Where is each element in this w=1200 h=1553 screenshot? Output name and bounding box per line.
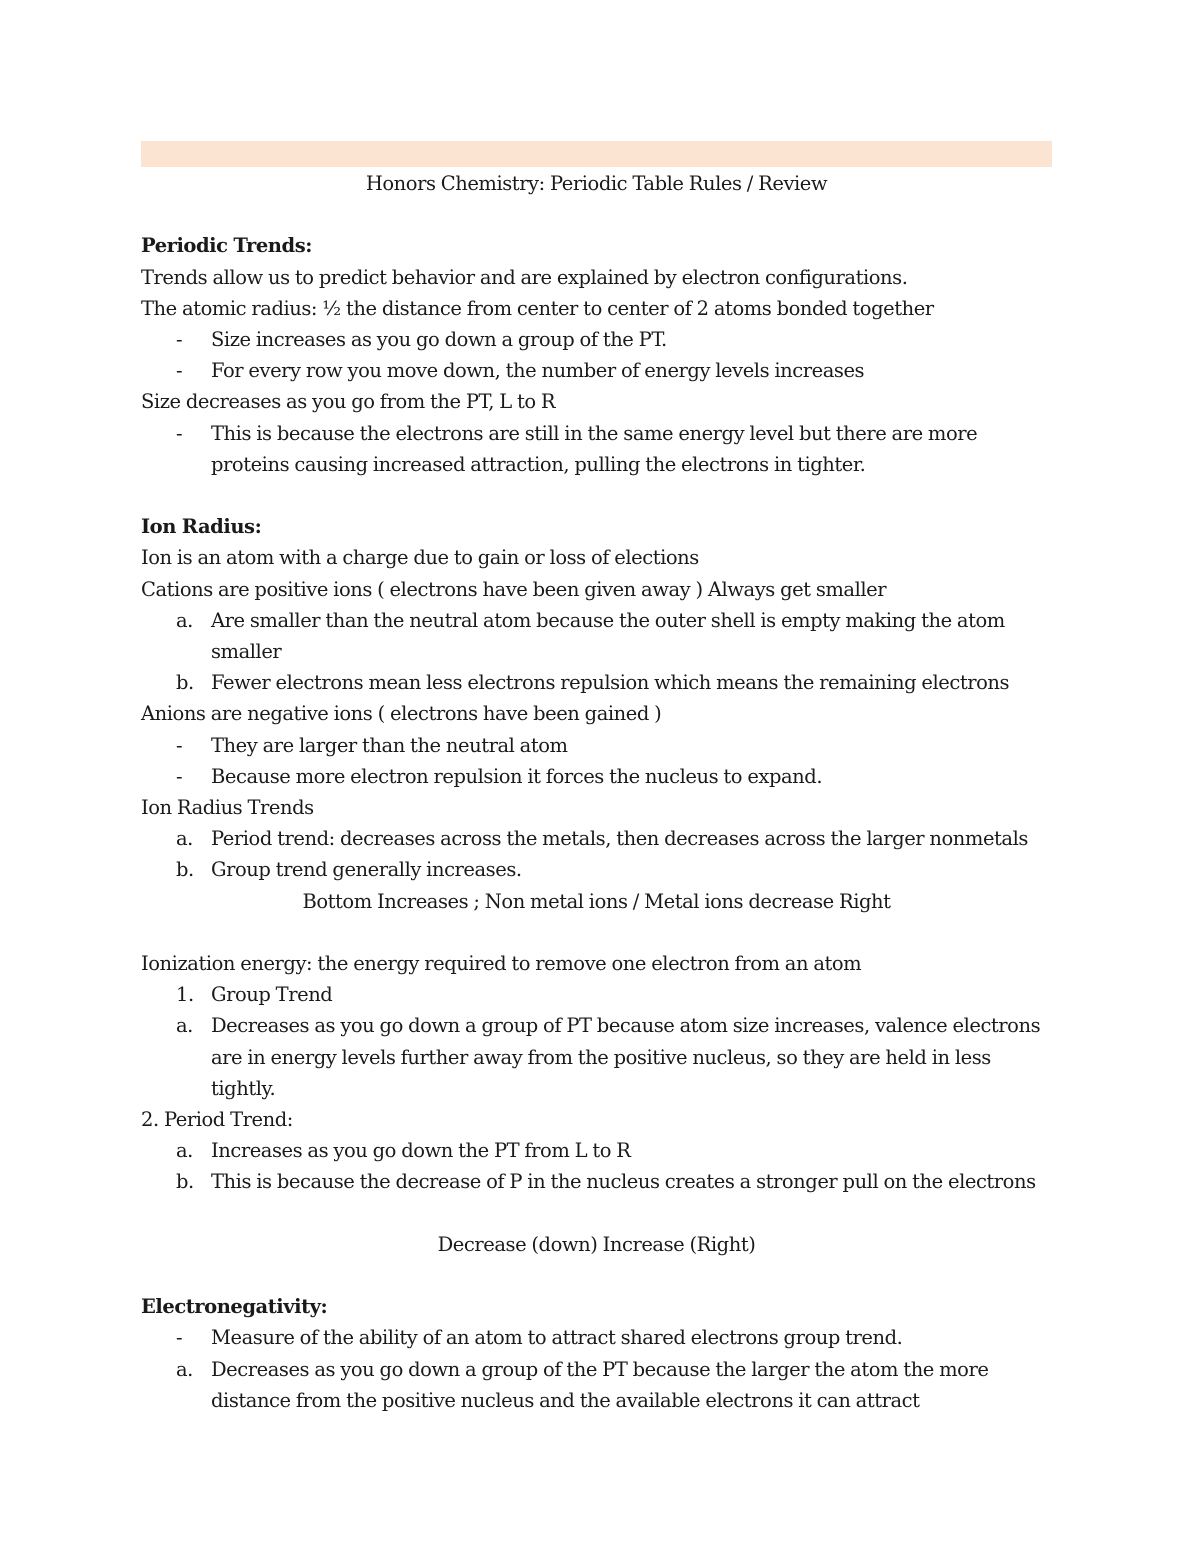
paragraph-cations: Cations are positive ions ( electrons have been given away ) Always get smaller bbox=[141, 577, 887, 601]
list-item bbox=[141, 761, 1052, 792]
list-item-text: For every row you move down, the number of energy levels increases bbox=[211, 359, 865, 383]
list-item bbox=[141, 667, 1052, 698]
document-title: Honors Chemistry: Periodic Table Rules / Review bbox=[365, 172, 828, 195]
list-item bbox=[141, 1166, 1052, 1197]
list-marker: - bbox=[176, 359, 183, 383]
list-item-text: Decreases as you go down a group of PT because atom size increases, valence electrons are in energy levels further away from the positive nucleus, so they are held in less tightly. bbox=[211, 1014, 1041, 1100]
list-marker: - bbox=[176, 421, 183, 445]
list-marker: - bbox=[176, 328, 183, 351]
list-item bbox=[141, 979, 1052, 1010]
ionization-summary: Decrease (down) Increase (Right) bbox=[437, 1232, 756, 1256]
header-highlight-band bbox=[141, 141, 1052, 167]
list-item bbox=[141, 823, 1052, 854]
list-item-text: Measure of the ability of an atom to attract shared electrons group trend. bbox=[211, 1326, 903, 1350]
list-item bbox=[141, 355, 1052, 386]
list-item-text: Period trend: decreases across the metals, then decreases across the larger nonmetals bbox=[211, 827, 1028, 851]
list-item-text: This is because the decrease of P in the nucleus creates a stronger pull on the electrons bbox=[211, 1170, 1036, 1194]
list-marker: a. bbox=[176, 1014, 193, 1038]
list-marker: a. bbox=[176, 827, 193, 851]
list-marker: a. bbox=[176, 608, 193, 632]
list-item-text: Group Trend bbox=[211, 983, 333, 1007]
spacer bbox=[141, 917, 1052, 948]
list-item bbox=[141, 1354, 1052, 1416]
list-marker: b. bbox=[176, 1170, 194, 1194]
list-item bbox=[141, 324, 1052, 355]
list-item-text: They are larger than the neutral atom bbox=[211, 733, 568, 757]
list-item-text: Decreases as you go down a group of the PT because the larger the atom the more distance from the positive nucleus and the available electrons it can attract bbox=[211, 1357, 989, 1412]
list-item bbox=[141, 730, 1052, 761]
list-item-text: Because more electron repulsion it forces the nucleus to expand. bbox=[211, 764, 823, 788]
paragraph-ion-definition: Ion is an atom with a charge due to gain or loss of elections bbox=[141, 546, 699, 570]
list-item bbox=[141, 1010, 1052, 1104]
section-heading-periodic-trends: Periodic Trends: bbox=[141, 234, 312, 258]
paragraph-ion-radius-trends: Ion Radius Trends bbox=[141, 796, 314, 820]
paragraph-atomic-radius: The atomic radius: ½ the distance from center to center of 2 atoms bonded together bbox=[141, 296, 934, 320]
paragraph-trends-intro: Trends allow us to predict behavior and are explained by electron configurations. bbox=[141, 265, 908, 289]
paragraph-size-decreases: Size decreases as you go from the PT, L to R bbox=[141, 390, 556, 414]
list-marker: b. bbox=[176, 858, 194, 882]
spacer bbox=[141, 480, 1052, 511]
list-item bbox=[141, 418, 1052, 480]
spacer bbox=[141, 199, 1052, 230]
list-marker: - bbox=[176, 733, 183, 757]
list-marker: 1. bbox=[176, 983, 194, 1007]
list-item bbox=[141, 1322, 1052, 1353]
list-marker: a. bbox=[176, 1139, 193, 1163]
list-item-text: This is because the electrons are still in the same energy level but there are more proteins causing increased attraction, pulling the electrons in tighter. bbox=[211, 421, 978, 476]
list-item-text: Group trend generally increases. bbox=[211, 858, 522, 882]
list-item-text: Fewer electrons mean less electrons repulsion which means the remaining electrons bbox=[211, 671, 1010, 695]
list-item-text: Increases as you go down the PT from L to R bbox=[211, 1139, 631, 1163]
ion-radius-summary: Bottom Increases ; Non metal ions / Metal ions decrease Right bbox=[302, 889, 891, 913]
section-heading-ion-radius: Ion Radius: bbox=[141, 515, 262, 539]
list-item-text: Size increases as you go down a group of the PT. bbox=[211, 328, 667, 351]
list-marker: - bbox=[176, 764, 183, 788]
paragraph-period-trend: 2. Period Trend: bbox=[141, 1108, 293, 1132]
list-item bbox=[141, 854, 1052, 885]
list-marker: b. bbox=[176, 671, 194, 695]
list-item bbox=[141, 1135, 1052, 1166]
list-marker: a. bbox=[176, 1357, 193, 1381]
list-item-text: Are smaller than the neutral atom because the outer shell is empty making the atom smaller bbox=[211, 608, 1005, 664]
paragraph-anions: Anions are negative ions ( electrons have been gained ) bbox=[141, 702, 662, 726]
spacer bbox=[141, 1198, 1052, 1229]
spacer bbox=[141, 1260, 1052, 1291]
paragraph-ionization-definition: Ionization energy: the energy required to remove one electron from an atom bbox=[141, 952, 862, 976]
list-marker: - bbox=[176, 1326, 183, 1350]
section-heading-electronegativity: Electronegativity: bbox=[141, 1295, 328, 1319]
list-item bbox=[141, 605, 1052, 667]
document-body bbox=[141, 168, 1052, 1416]
